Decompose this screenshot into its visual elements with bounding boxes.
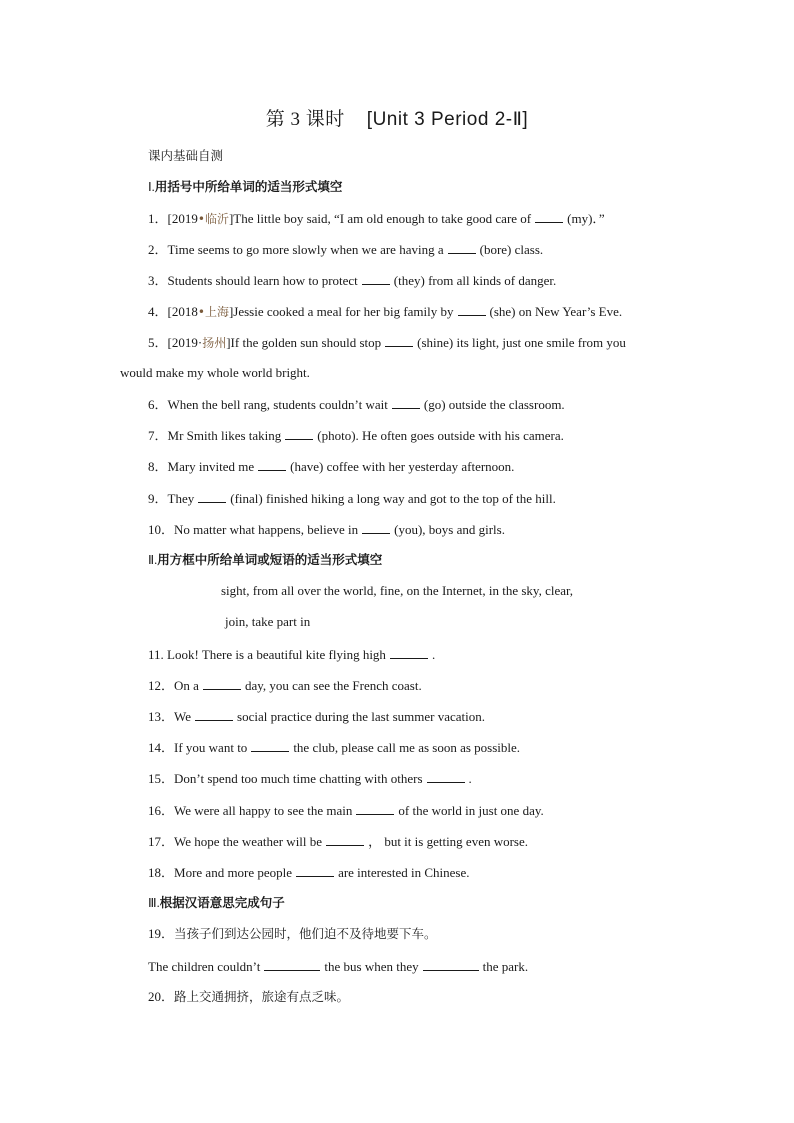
answer-blank[interactable] <box>423 958 479 971</box>
section-1-heading: Ⅰ.用括号中所给单词的适当形式填空 <box>148 179 343 194</box>
question-4: 4．[2018•上海]Jessie cooked a meal for her big family by (she) on New Year’s Eve. <box>148 304 623 319</box>
question-12: 12．On a day, you can see the French coast. <box>148 678 422 693</box>
question-5-continued: would make my whole world bright. <box>120 365 310 380</box>
question-14: 14．If you want to the club, please call me as soon as possible. <box>148 740 521 755</box>
question-19-sentence: The children couldn’t the bus when they the park. <box>148 959 529 974</box>
page-title <box>0 104 794 131</box>
answer-blank[interactable] <box>390 646 428 659</box>
question-15: 15．Don’t spend too much time chatting with others . <box>148 771 472 786</box>
section-2-heading: Ⅱ.用方框中所给单词或短语的适当形式填空 <box>148 552 383 567</box>
answer-blank[interactable] <box>448 241 476 254</box>
question-20-chinese: 20．路上交通拥挤，旅途有点乏味。 <box>148 989 350 1004</box>
question-19-chinese: 19．当孩子们到达公园时，他们迫不及待地要下车。 <box>148 926 437 941</box>
question-8: 8．Mary invited me (have) coffee with her yesterday afternoon. <box>148 459 515 474</box>
question-6: 6．When the bell rang, students couldn’t wait (go) outside the classroom. <box>148 397 565 412</box>
answer-blank[interactable] <box>427 770 465 783</box>
question-2: 2．Time seems to go more slowly when we are having a (bore) class. <box>148 242 544 257</box>
answer-blank[interactable] <box>198 490 226 503</box>
answer-blank[interactable] <box>264 958 320 971</box>
answer-blank[interactable] <box>326 833 364 846</box>
answer-blank[interactable] <box>362 272 390 285</box>
subtitle: 课内基础自测 <box>148 148 224 163</box>
question-10: 10．No matter what happens, believe in (you), boys and girls. <box>148 522 505 537</box>
section-3-heading: Ⅲ.根据汉语意思完成句子 <box>148 895 285 910</box>
answer-blank[interactable] <box>458 303 486 316</box>
word-box-line-1: sight, from all over the world, fine, on the Internet, in the sky, clear, <box>221 583 574 598</box>
answer-blank[interactable] <box>296 864 334 877</box>
question-9: 9．They (final) finished hiking a long way and got to the top of the hill. <box>148 491 556 506</box>
question-3: 3．Students should learn how to protect (they) from all kinds of danger. <box>148 273 557 288</box>
answer-blank[interactable] <box>258 458 286 471</box>
answer-blank[interactable] <box>535 210 563 223</box>
question-17: 17．We hope the weather will be ， but it is getting even worse. <box>148 834 529 849</box>
answer-blank[interactable] <box>385 334 413 347</box>
answer-blank[interactable] <box>203 677 241 690</box>
answer-blank[interactable] <box>195 708 233 721</box>
question-11: 11. Look! There is a beautiful kite flying high . <box>148 647 436 662</box>
answer-blank[interactable] <box>392 396 420 409</box>
answer-blank[interactable] <box>362 521 390 534</box>
unit-period: [Unit 3 Period 2-Ⅱ] <box>366 109 529 130</box>
lesson-number: 第 3 课时 <box>265 109 345 130</box>
question-1: 1．[2019•临沂]The little boy said, “I am old enough to take good care of (my)．” <box>148 211 605 226</box>
question-18: 18．More and more people are interested in Chinese. <box>148 865 470 880</box>
question-16: 16．We were all happy to see the main of the world in just one day. <box>148 803 544 818</box>
question-7: 7．Mr Smith likes taking (photo). He often goes outside with his camera. <box>148 428 564 443</box>
answer-blank[interactable] <box>356 802 394 815</box>
question-13: 13．We social practice during the last summer vacation. <box>148 709 486 724</box>
question-5: 5．[2019·扬州]If the golden sun should stop (shine) its light, just one smile from you <box>148 335 626 350</box>
word-box-line-2: join, take part in <box>225 614 311 629</box>
answer-blank[interactable] <box>251 739 289 752</box>
answer-blank[interactable] <box>285 427 313 440</box>
